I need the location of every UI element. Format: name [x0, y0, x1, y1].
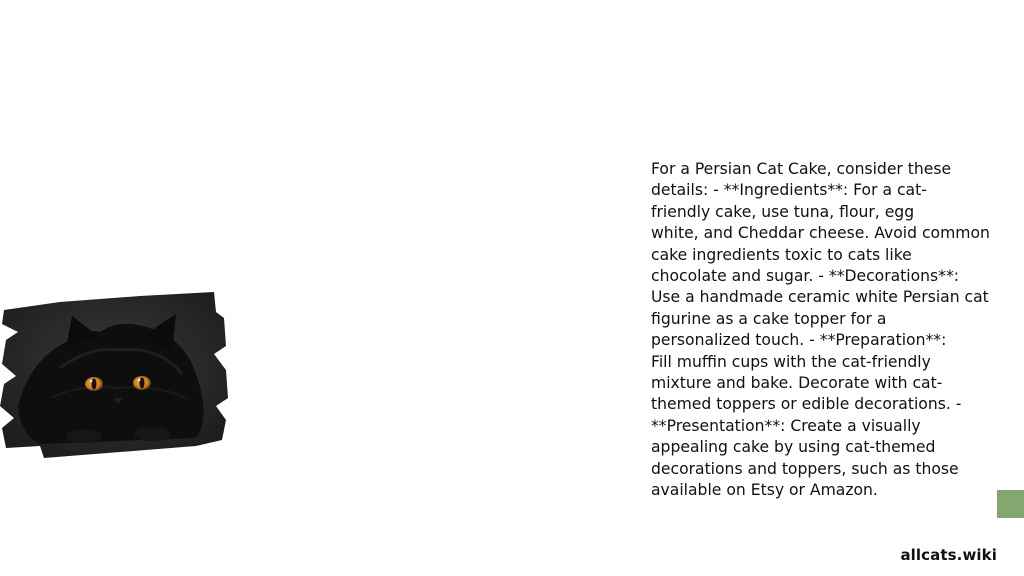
cat-photo [0, 288, 232, 460]
accent-square [997, 490, 1024, 518]
black-persian-cat-image [0, 288, 232, 460]
slide-body-text: For a Persian Cat Cake, consider these details: - **Ingredients**: For a cat- friendly cake, use tuna, flour, egg white, and Cheddar cheese. Avoid common cake ingredients toxic to cats like chocolate and sugar. - **Decorations**: Use a handmade ceramic white Persian cat figurine as a cake topper for a personalized touch. - **Preparation**: Fill muffin cups with the cat-friendly mixture and bake. Decorate with cat- themed toppers or edible decorations. - **Presentation**: Create a visually appealing cake by using cat-themed decorations and toppers, such as those available on Etsy or Amazon. [651, 160, 990, 500]
brand-label[interactable]: allcats.wiki [900, 546, 997, 564]
